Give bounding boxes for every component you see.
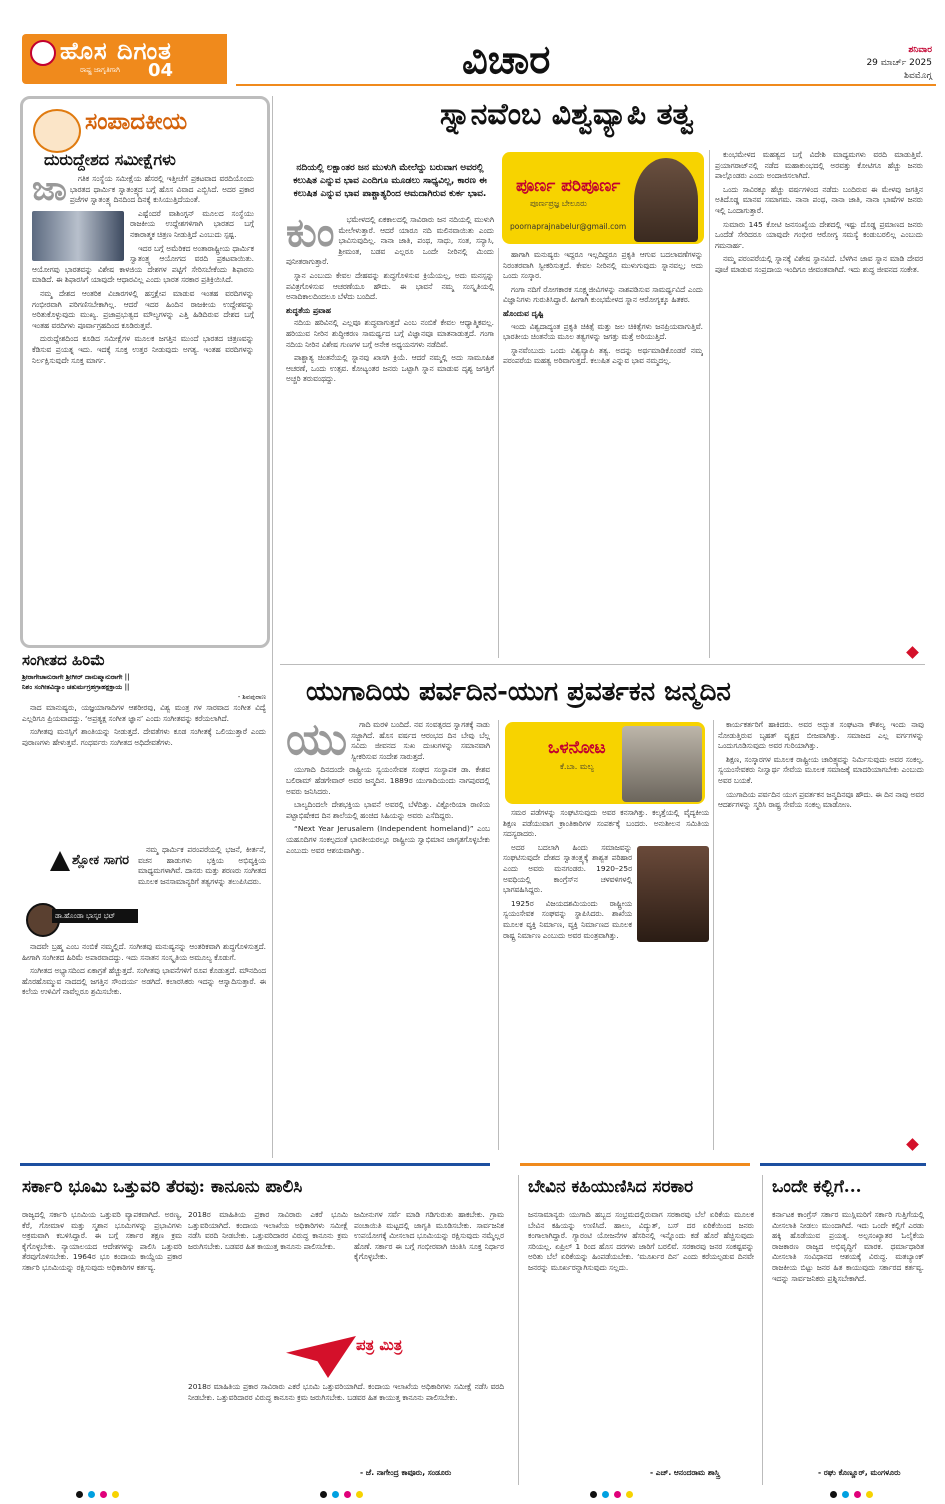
bottom1-headline: ಸರ್ಕಾರಿ ಭೂಮಿ ಒತ್ತುವರಿ ತೆರವು: ಕಾನೂನು ಪಾಲಿಸಿ bbox=[22, 1177, 303, 1197]
editorial-para: ನಮ್ಮ ದೇಶದ ಆಂತರಿಕ ವಿಚಾರಗಳಲ್ಲಿ ಹಸ್ತಕ್ಷೇಪ ಮಾಡುವ ಇಂತಹ ವರದಿಗಳನ್ನು ಗಂಭೀರವಾಗಿ ಪರಿಗಣಿಸಬೇಕಾಗಿಲ್ಲ. ಆದರೆ ಇದರ ಹಿಂದಿನ ರಾಜಕೀಯ ಉದ್ದೇಶವನ್ನು ಅರಿತುಕೊಳ್ಳುವುದು ಮುಖ್ಯ. ಪ್ರಜಾಪ್ರಭುತ್ವದ ಮೌಲ್ಯಗಳನ್ನು ಎತ್ತಿ ಹಿಡಿದಿರುವ ದೇಶದ ಬಗ್ಗೆ ಇಂತಹ ವರದಿಗಳು ಪೂರ್ವಾಗ್ರಹದಿಂದ ಕೂಡಿರುತ್ತವೆ. bbox=[32, 288, 254, 330]
dot bbox=[320, 1491, 327, 1498]
dot bbox=[602, 1491, 609, 1498]
dot bbox=[112, 1491, 119, 1498]
sangeeta-quote bbox=[22, 672, 266, 702]
sangeeta-para: ಸಂಗೀತದ ಅಭ್ಯಾಸದಿಂದ ಏಕಾಗ್ರತೆ ಹೆಚ್ಚುತ್ತದೆ. ಸಂಗೀತವು ಭಾವನೆಗಳಿಗೆ ರೂಪ ಕೊಡುತ್ತದೆ. ಮೌನದಿಂದ ಹೊರಹೊಮ್ಮುವ ನಾದದಲ್ಲಿ ಜಗತ್ತಿನ ಸೌಂದರ್ಯ ಅಡಗಿದೆ. ಕಲಾರಸಿಕರು ಇದನ್ನು ಆಸ್ವಾದಿಸುತ್ತಾರೆ. ಈ ಕಲೆಯ ಉಳಿವಿಗೆ ನಾವೆಲ್ಲರೂ ಶ್ರಮಿಸಬೇಕು. bbox=[22, 966, 266, 997]
bottom1-signature: - ಜೆ. ನಾಗೇಂದ್ರ ಕಾವೂರು, ಸಂಡೂರು bbox=[360, 1468, 452, 1477]
editorial-para: ಎಷ್ಟೆಂದರೆ ವಾಶಿಂಗ್ಟನ್ ಮೂಲದ ಸಂಸ್ಥೆಯು ರಾಜಕೀಯ ಉದ್ದೇಶಗಳಿಗಾಗಿ ಭಾರತದ ಬಗ್ಗೆ ನಕಾರಾತ್ಮಕ ಚಿತ್ರಣ ನೀಡುತ್ತಿದೆ ಎಂಬುದು ಸ್ಪಷ್ಟ. bbox=[130, 208, 254, 239]
article1-para: ಗಂಗಾ ನದಿಗೆ ರೋಗಕಾರಕ ಸೂಕ್ಷ್ಮಜೀವಿಗಳನ್ನು ನಾಶಪಡಿಸುವ ಸಾಮರ್ಥ್ಯವಿದೆ ಎಂದು ವಿಜ್ಞಾನಿಗಳು ಗುರುತಿಸಿದ್ದಾರೆ. ಹೀಗಾಗಿ ಕುಂಭಮೇಳದ ಸ್ನಾನ ಆರೋಗ್ಯಕ್ಕೂ ಹಿತಕರ. bbox=[503, 284, 703, 305]
bottom3-signature: - ರಘು ಕೊಣ್ಣೂರ್, ಮಂಗಳೂರು bbox=[818, 1468, 901, 1477]
bottom1-col3: ಜಮೀನುಗಳ ಸರ್ವೆ ಮಾಡಿ ಗಡಿಗುರುತು ಹಾಕಬೇಕು. ಗ್ರಾಮ ಪಂಚಾಯಿತಿ ಮಟ್ಟದಲ್ಲಿ ಜಾಗೃತಿ ಮೂಡಿಸಬೇಕು. ಸಾರ್ವಜನಿಕ ಉಪಯೋಗಕ್ಕೆ ಮೀಸಲಾದ ಭೂಮಿಯನ್ನು ರಕ್ಷಿಸುವುದು ನಮ್ಮೆಲ್ಲರ ಹೊಣೆ. ಸರ್ಕಾರ ಈ ಬಗ್ಗೆ ಗಂಭೀರವಾಗಿ ಚಿಂತಿಸಿ ಸೂಕ್ತ ನಿರ್ಧಾರ ಕೈಗೊಳ್ಳಬೇಕು. bbox=[354, 1210, 504, 1262]
paper-tagline: ರಾಷ್ಟ್ರ ಜಾಗೃತಿಗಾಗಿ bbox=[80, 66, 120, 74]
column-divider bbox=[762, 1175, 763, 1485]
article2-para: ಅದರ ಬದಲಾಗಿ ಹಿಂದು ಸಮಾಜವನ್ನು ಸಂಘಟಿಸುವುದೇ ದೇಶದ ಸ್ವಾತಂತ್ರ್ಯಕ್ಕೆ ಶಾಶ್ವತ ಪರಿಹಾರ ಎಂದು ಅವರು ಮನಗಂಡರು. 1920–25ರ ಅವಧಿಯಲ್ಲಿ ಕಾಂಗ್ರೆಸ್‌ನ ಚಳವಳಿಗಳಲ್ಲಿ ಭಾಗವಹಿಸಿದ್ದರು. bbox=[503, 842, 632, 895]
edition: ಶಿವಮೊಗ್ಗ bbox=[904, 71, 932, 81]
article1-col2 bbox=[503, 250, 703, 655]
bottom-rule-orange bbox=[520, 1163, 750, 1166]
sangeeta-para: ನಮ್ಮ ಧಾರ್ಮಿಕ ಪರಂಪರೆಯಲ್ಲಿ ಭಜನೆ, ಕೀರ್ತನೆ, ವಚನ ಹಾಡುಗಳು ಭಕ್ತಿಯ ಅಭಿವ್ಯಕ್ತಿಯ ಮಾಧ್ಯಮಗಳಾಗಿವೆ. ದಾಸರು ಮತ್ತು ಶರಣರು ಸಂಗೀತದ ಮೂಲಕ ಜನಸಾಮಾನ್ಯರಿಗೆ ತತ್ವಗಳನ್ನು ತಲುಪಿಸಿದರು. bbox=[138, 845, 266, 886]
article2-headline: ಯುಗಾದಿಯ ಪರ್ವದಿನ-ಯುಗ ಪ್ರವರ್ತಕನ ಜನ್ಮದಿನ bbox=[306, 677, 731, 707]
article1-para: ಭಮೇಳದಲ್ಲಿ ಏಕಕಾಲದಲ್ಲಿ ಸಾವಿರಾರು ಜನ ನದಿಯಲ್ಲಿ ಮುಳುಗಿ ಮೇಲೇಳುತ್ತಾರೆ. ಆದರೆ ಯಾರೂ ನದಿ ಮಲಿನವಾಯಿತು ಎಂದು ಭಾವಿಸುವುದಿಲ್ಲ. ನಾನಾ ಜಾತಿ, ಪಂಥ, ಸಾಧು, ಸಂತ, ಸನ್ಯಾಸಿ, ಶ್ರೀಮಂತ, ಬಡವ ಎಲ್ಲರೂ ಒಂದೇ ನೀರಿನಲ್ಲಿ ಮಿಂದು ಪುನೀತರಾಗುತ್ತಾರೆ. bbox=[286, 215, 494, 267]
lamp-icon bbox=[50, 851, 70, 871]
bottom1-col2b bbox=[188, 1382, 504, 1462]
paper-logo-icon bbox=[30, 40, 56, 66]
bottom3-text: ಕರ್ನಾಟಕ ಕಾಂಗ್ರೆಸ್ ಸರ್ಕಾರ ಮುಸ್ಲಿಮರಿಗೆ ಸರ್ಕಾರಿ ಗುತ್ತಿಗೆಯಲ್ಲಿ ಮೀಸಲಾತಿ ನೀಡಲು ಮುಂದಾಗಿದೆ. ಇದು ಒಂದೇ ಕಲ್ಲಿಗೆ ಎರಡು ಹಕ್ಕಿ ಹೊಡೆಯುವ ಪ್ರಯತ್ನ. ಅಲ್ಪಸಂಖ್ಯಾತರ ಓಲೈಕೆಯ ರಾಜಕಾರಣ ರಾಜ್ಯದ ಅಭಿವೃದ್ಧಿಗೆ ಮಾರಕ. ಧರ್ಮಾಧಾರಿತ ಮೀಸಲಾತಿ ಸಂವಿಧಾನದ ಆಶಯಕ್ಕೆ ವಿರುದ್ಧ. ಮತಬ್ಯಾಂಕ್ ರಾಜಕೀಯ ಬಿಟ್ಟು ಜನರ ಹಿತ ಕಾಯುವುದು ಸರ್ಕಾರದ ಕರ್ತವ್ಯ. ಇದನ್ನು ಸಾರ್ವಜನಿಕರು ಪ್ರಶ್ನಿಸಬೇಕಾಗಿದೆ. bbox=[772, 1210, 924, 1283]
article2-para: ಯುಗಾದಿಯ ಪರ್ವದಿನ ಯುಗ ಪ್ರವರ್ತಕನ ಜನ್ಮದಿನವೂ ಹೌದು. ಈ ದಿನ ನಾವು ಅವರ ಆದರ್ಶಗಳನ್ನು ಸ್ಮರಿಸಿ ರಾಷ್ಟ್ರ ಸೇವೆಯ ಸಂಕಲ್ಪ ಮಾಡೋಣ. bbox=[718, 789, 924, 810]
article2-col1 bbox=[286, 720, 490, 1150]
dot bbox=[842, 1491, 849, 1498]
article1-para: ಹಾಗಾಗಿ ಮನುಷ್ಯರು ಇದ್ದರೂ ಇಲ್ಲದಿದ್ದರೂ ಪ್ರಕೃತಿ ಆಗುವ ಬದಲಾವಣೆಗಳನ್ನು ನಿರಂತರವಾಗಿ ಸ್ವೀಕರಿಸುತ್ತದೆ. ಕೇವಲ ನೀರಿನಲ್ಲಿ ಮುಳುಗುವುದು ಸ್ನಾನವಲ್ಲ; ಅದು ಒಂದು ಸಂಸ್ಕಾರ. bbox=[503, 250, 703, 281]
bottom1-col2: 2018ರ ಮಾಹಿತಿಯ ಪ್ರಕಾರ ಸಾವಿರಾರು ಎಕರೆ ಭೂಮಿ ಒತ್ತುವರಿಯಾಗಿದೆ. ಕಂದಾಯ ಇಲಾಖೆಯ ಅಧಿಕಾರಿಗಳು ಸಮೀಕ್ಷೆ ನಡೆಸಿ ವರದಿ ನೀಡಬೇಕು. ಒತ್ತುವರಿದಾರರ ವಿರುದ್ಧ ಕಾನೂನು ಕ್ರಮ ಜರುಗಿಸಬೇಕು. ಬಡವರ ಹಿತ ಕಾಯುತ್ತ ಕಾನೂನು ಪಾಲಿಸಬೇಕು. bbox=[188, 1210, 348, 1251]
dot bbox=[100, 1491, 107, 1498]
article1-para: ಸ್ನಾನವೆಂಬುದು ಒಂದು ವಿಶ್ವವ್ಯಾಪಿ ತತ್ವ. ಅದನ್ನು ಅರ್ಥಮಾಡಿಕೊಂಡರೆ ನಮ್ಮ ಪರಂಪರೆಯ ಮಹತ್ವ ಅರಿವಾಗುತ್ತದೆ. ಕಲುಷಿತ ಎನ್ನುವ ಭಾವ ನಮ್ಮದಲ್ಲ. bbox=[503, 345, 703, 366]
article1-col3 bbox=[715, 150, 923, 655]
shloka-badge bbox=[22, 845, 134, 937]
sangeeta-body-2 bbox=[138, 845, 266, 940]
bottom1-text: 2018ರ ಮಾಹಿತಿಯ ಪ್ರಕಾರ ಸಾವಿರಾರು ಎಕರೆ ಭೂಮಿ ಒತ್ತುವರಿಯಾಗಿದೆ. ಕಂದಾಯ ಇಲಾಖೆಯ ಅಧಿಕಾರಿಗಳು ಸಮೀಕ್ಷೆ ನಡೆಸಿ ವರದಿ ನೀಡಬೇಕು. ಒತ್ತುವರಿದಾರರ ವಿರುದ್ಧ ಕಾನೂನು ಕ್ರಮ ಜರುಗಿಸಬೇಕು. ಬಡವರ ಹಿತ ಕಾಯುತ್ತ ಕಾನೂನು ಪಾಲಿಸಬೇಕು. bbox=[188, 1382, 504, 1402]
bottom1-col1: ರಾಜ್ಯದಲ್ಲಿ ಸರ್ಕಾರಿ ಭೂಮಿಯ ಒತ್ತುವರಿ ವ್ಯಾಪಕವಾಗಿದೆ. ಅರಣ್ಯ, ಕೆರೆ, ಗೋಮಾಳ ಮತ್ತು ಸ್ಮಶಾನ ಭೂಮಿಗಳನ್ನು ಪ್ರಭಾವಿಗಳು ಅಕ್ರಮವಾಗಿ ಕಬಳಿಸಿದ್ದಾರೆ. ಈ ಬಗ್ಗೆ ಸರ್ಕಾರ ತಕ್ಷಣ ಕ್ರಮ ಕೈಗೊಳ್ಳಬೇಕು. ನ್ಯಾಯಾಲಯದ ಆದೇಶಗಳನ್ನು ಪಾಲಿಸಿ ಒತ್ತುವರಿ ತೆರವುಗೊಳಿಸಬೇಕು. 1964ರ ಭೂ ಕಂದಾಯ ಕಾಯ್ದೆಯ ಪ್ರಕಾರ ಸರ್ಕಾರಿ ಭೂಮಿಯನ್ನು ರಕ್ಷಿಸುವುದು ಅಧಿಕಾರಿಗಳ ಕರ್ತವ್ಯ. bbox=[22, 1210, 182, 1272]
article1-para: ಪಾಶ್ಚಾತ್ಯ ಚಿಂತನೆಯಲ್ಲಿ ಸ್ನಾನವು ಖಾಸಗಿ ಕ್ರಿಯೆ. ಆದರೆ ನಮ್ಮಲ್ಲಿ ಅದು ಸಾಮೂಹಿಕ ಆಚರಣೆ, ಒಂದು ಉತ್ಸವ. ಕೋಟ್ಯಂತರ ಜನರು ಒಟ್ಟಾಗಿ ಸ್ನಾನ ಮಾಡುವ ದೃಶ್ಯ ಜಗತ್ತಿಗೆ ಅಚ್ಚರಿ ತರುವಂಥದ್ದು. bbox=[286, 353, 494, 384]
editorial-para: ಗತಿಕ ಸಂಸ್ಥೆಯ ಸಮೀಕ್ಷೆಯ ಹೆಸರಲ್ಲಿ ಇತ್ತೀಚೆಗೆ ಪ್ರಕಟವಾದ ವರದಿಯೊಂದು ಭಾರತದ ಧಾರ್ಮಿಕ ಸ್ವಾತಂತ್ರ್ಯದ ಬಗ್ಗೆ ಹೊಸ ವಿವಾದ ಎಬ್ಬಿಸಿದೆ. ಅದರ ಪ್ರಕಾರ ಪ್ರಜೆಗಳ ಸ್ವಾತಂತ್ರ್ಯ ದಿನದಿಂದ ದಿನಕ್ಕೆ ಕುಸಿಯುತ್ತಿದೆಯಂತೆ. bbox=[69, 174, 254, 205]
article1-author-photo bbox=[634, 158, 698, 242]
paper-plane-icon bbox=[286, 1336, 356, 1378]
date: 29 ಮಾರ್ಚ್ 2025 bbox=[866, 58, 932, 68]
article1-para: ಸುಮಾರು 145 ಕೋಟಿ ಜನಸಂಖ್ಯೆಯ ದೇಶದಲ್ಲಿ ಇಷ್ಟು ದೊಡ್ಡ ಪ್ರಮಾಣದ ಜನರು ಒಂದೆಡೆ ಸೇರಿದರೂ ಯಾವುದೇ ಗಂಭೀರ ಆರೋಗ್ಯ ಸಮಸ್ಯೆ ಕಂಡುಬರಲಿಲ್ಲ ಎಂಬುದು ಗಮನಾರ್ಹ. bbox=[715, 219, 923, 250]
editorial-body bbox=[32, 174, 254, 636]
section-title: ವಿಚಾರ bbox=[462, 36, 551, 83]
article1-email: poornaprajnabelur@gmail.com bbox=[510, 222, 627, 231]
dot bbox=[830, 1491, 837, 1498]
article2-column-name: ಒಳನೋಟ bbox=[548, 738, 606, 758]
registration-dots bbox=[830, 1491, 873, 1499]
bottom-rule-blue bbox=[20, 1163, 490, 1166]
article1-headline: ಸ್ನಾನವೆಂಬ ವಿಶ್ವವ್ಯಾಪಿ ತತ್ವ bbox=[440, 97, 694, 132]
article1-para: ನಮ್ಮ ಪರಂಪರೆಯಲ್ಲಿ ಸ್ನಾನಕ್ಕೆ ವಿಶೇಷ ಸ್ಥಾನವಿದೆ. ಬೆಳಗಿನ ಜಾವ ಸ್ನಾನ ಮಾಡಿ ದೇವರ ಪೂಜೆ ಮಾಡುವ ಸಂಪ್ರದಾಯ ಇಂದಿಗೂ ಜೀವಂತವಾಗಿದೆ. ಇದು ಶುದ್ಧ ಜೀವನದ ಸಂಕೇತ. bbox=[715, 254, 923, 274]
article1-subhead: ಹೊಂದುವ ದೃಷ್ಟಿ bbox=[503, 308, 544, 318]
column-divider bbox=[272, 96, 273, 1158]
dot bbox=[76, 1491, 83, 1498]
article2-author: ಕೆ.ಬಾ. ಮಲ್ಯ bbox=[560, 762, 594, 771]
quote-attribution: - ಶಿವಪುರಾಣ bbox=[237, 693, 266, 701]
bottom3-headline: ಒಂದೇ ಕಲ್ಲಿಗೆ... bbox=[772, 1177, 862, 1197]
dot bbox=[866, 1491, 873, 1498]
article2-para: ಶಿಕ್ಷಣ, ಸಂಸ್ಕಾರಗಳ ಮೂಲಕ ರಾಷ್ಟ್ರೀಯ ಚಾರಿತ್ರ್ಯವನ್ನು ನಿರ್ಮಿಸುವುದು ಅವರ ಸಂಕಲ್ಪ. ಸ್ವಯಂಸೇವಕರು ನಿಃಸ್ವಾರ್ಥ ಸೇವೆಯ ಮೂಲಕ ಸಮಾಜಕ್ಕೆ ಮಾದರಿಯಾಗಬೇಕು ಎಂಬುದು ಅವರ ಬಯಕೆ. bbox=[718, 754, 924, 785]
article2-para: ಯುಗಾದಿ ದಿನದಂದೇ ರಾಷ್ಟ್ರೀಯ ಸ್ವಯಂಸೇವಕ ಸಂಘದ ಸಂಸ್ಥಾಪಕ ಡಾ. ಕೇಶವ ಬಲಿರಾಮ್ ಹೆಡಗೇವಾರ್ ಅವರ ಜನ್ಮದಿನ. 1889ರ ಯುಗಾದಿಯಂದು ನಾಗಪುರದಲ್ಲಿ ಅವರು ಜನಿಸಿದರು. bbox=[286, 765, 490, 796]
editorial-para: ಇದರ ಬಗ್ಗೆ ಅಮೆರಿಕದ ಅಂತಾರಾಷ್ಟ್ರೀಯ ಧಾರ್ಮಿಕ ಸ್ವಾತಂತ್ರ್ಯ ಆಯೋಗದ ವರದಿ ಪ್ರಕಟವಾಯಿತು. ಆಯೋಗವು ಭಾರತವನ್ನು ವಿಶೇಷ ಕಾಳಜಿಯ ದೇಶಗಳ ಪಟ್ಟಿಗೆ ಸೇರಿಸಬೇಕೆಂದು ಶಿಫಾರಸು ಮಾಡಿದೆ. ಈ ಶಿಫಾರಸಿಗೆ ಯಾವುದೇ ಆಧಾರವಿಲ್ಲ ಎಂದು ಭಾರತ ಸರಕಾರ ಪ್ರತಿಕ್ರಿಯಿಸಿದೆ. bbox=[32, 243, 254, 285]
column-divider bbox=[713, 720, 714, 1150]
bottom2-headline: ಬೇವಿನ ಕಹಿಯುಣಿಸಿದ ಸರಕಾರ bbox=[528, 1177, 694, 1197]
bottom2-signature: - ಎಚ್. ಆನಂದರಾಮ ಶಾಸ್ತ್ರಿ bbox=[650, 1468, 720, 1477]
page-number: 04 bbox=[148, 60, 174, 81]
article2-para: ಬಾಲ್ಯದಿಂದಲೇ ದೇಶಭಕ್ತಿಯ ಭಾವನೆ ಅವರಲ್ಲಿ ಬೆಳೆದಿತ್ತು. ವಿಕ್ಟೋರಿಯಾ ರಾಣಿಯ ಪಟ್ಟಾಭಿಷೇಕದ ದಿನ ಶಾಲೆಯಲ್ಲಿ ಹಂಚಿದ ಸಿಹಿಯನ್ನು ಅವರು ಎಸೆದಿದ್ದರು. bbox=[286, 800, 490, 820]
sangeeta-para: ನಾದವೇ ಬ್ರಹ್ಮ ಎಂಬ ನಂಬಿಕೆ ನಮ್ಮಲ್ಲಿದೆ. ಸಂಗೀತವು ಮನುಷ್ಯನನ್ನು ಆಂತರಿಕವಾಗಿ ಶುದ್ಧಗೊಳಿಸುತ್ತದೆ. ಹೀಗಾಗಿ ಸಂಗೀತದ ಹಿರಿಮೆ ಅಪಾರವಾದದ್ದು. ಇದು ಸನಾತನ ಸಂಸ್ಕೃತಿಯ ಅಮೂಲ್ಯ ಕೊಡುಗೆ. bbox=[22, 942, 266, 962]
sangeeta-title: ಸಂಗೀತದ ಹಿರಿಮೆ bbox=[22, 651, 106, 669]
article1-para: ಕುಂಭಮೇಳದ ಮಹತ್ವದ ಬಗ್ಗೆ ವಿದೇಶಿ ಮಾಧ್ಯಮಗಳು ವರದಿ ಮಾಡುತ್ತಿವೆ. ಪ್ರಯಾಗರಾಜ್‌ನಲ್ಲಿ ನಡೆದ ಮಹಾಕುಂಭದಲ್ಲಿ ಅರವತ್ತು ಕೋಟಿಗೂ ಹೆಚ್ಚು ಜನರು ಪಾಲ್ಗೊಂಡರು ಎಂದು ಅಂದಾಜಿಸಲಾಗಿದೆ. bbox=[715, 150, 923, 181]
article2-para: ಗಾದಿ ಮರಳಿ ಬಂದಿದೆ. ನವ ಸಂವತ್ಸರದ ಸ್ವಾಗತಕ್ಕೆ ನಾಡು ಸಜ್ಜಾಗಿದೆ. ಹೊಸ ವರ್ಷದ ಆರಂಭದ ದಿನ ಬೇವು ಬೆಲ್ಲ ಸವಿದು ಜೀವನದ ಸುಖ ದುಃಖಗಳನ್ನು ಸಮಾನವಾಗಿ ಸ್ವೀಕರಿಸುವ ಸಂದೇಶ ಸಾರುತ್ತದೆ. bbox=[351, 720, 490, 761]
dot bbox=[614, 1491, 621, 1498]
article2-author-photo bbox=[622, 726, 702, 802]
article1-dropcap: ಕುಂ bbox=[286, 215, 335, 256]
sangeeta-body-3 bbox=[22, 942, 266, 1158]
registration-dots bbox=[76, 1491, 119, 1499]
registration-dots bbox=[590, 1491, 633, 1499]
column-divider bbox=[709, 150, 710, 658]
editorial-dropcap: ಜಾ bbox=[32, 174, 67, 209]
article1-para: ಸ್ನಾನ ಎಂಬುದು ಕೇವಲ ದೇಹವನ್ನು ಶುದ್ಧಗೊಳಿಸುವ ಕ್ರಿಯೆಯಲ್ಲ, ಅದು ಮನಸ್ಸನ್ನು ಪವಿತ್ರಗೊಳಿಸುವ ಆಚರಣೆಯೂ ಹೌದು. ಈ ಭಾವನೆ ನಮ್ಮ ಸಂಸ್ಕೃತಿಯಲ್ಲಿ ಅನಾದಿಕಾಲದಿಂದಲೂ ಬೆಳೆದು ಬಂದಿದೆ. bbox=[286, 270, 494, 302]
article1-subhead: ಶುದ್ಧತೆಯ ಪ್ರವಾಹ bbox=[286, 305, 331, 315]
article1-para: ಒಂದು ಸಾವಿರಕ್ಕೂ ಹೆಚ್ಚು ವರ್ಷಗಳಿಂದ ನಡೆದು ಬಂದಿರುವ ಈ ಮೇಳವು ಜಗತ್ತಿನ ಅತಿದೊಡ್ಡ ಮಾನವ ಸಮಾಗಮ. ನಾನಾ ಪಂಥ, ನಾನಾ ಜಾತಿ, ನಾನಾ ಭಾಷೆಗಳ ಜನರು ಇಲ್ಲಿ ಒಂದಾಗುತ್ತಾರೆ. bbox=[715, 184, 923, 215]
section-divider bbox=[280, 664, 925, 665]
bottom2-text: ಜನಸಾಮಾನ್ಯರು ಯುಗಾದಿ ಹಬ್ಬದ ಸಂಭ್ರಮದಲ್ಲಿರುವಾಗ ಸರಕಾರವು ಬೆಲೆ ಏರಿಕೆಯ ಮೂಲಕ ಬೇವಿನ ಕಹಿಯನ್ನು ಉಣಿಸಿದೆ. ಹಾಲು, ವಿದ್ಯುತ್, ಬಸ್ ದರ ಏರಿಕೆಯಿಂದ ಜನರು ಕಂಗಾಲಾಗಿದ್ದಾರೆ. ಗ್ಯಾರಂಟಿ ಯೋಜನೆಗಳ ಹೆಸರಿನಲ್ಲಿ ಇನ್ನೊಂದು ಕಡೆ ಹೊರೆ ಹೆಚ್ಚಿಸುವುದು ಸರಿಯಲ್ಲ. ಏಪ್ರಿಲ್ 1 ರಿಂದ ಹೊಸ ದರಗಳು ಜಾರಿಗೆ ಬರಲಿವೆ. ಸರಕಾರವು ಜನರ ಸಂಕಷ್ಟವನ್ನು ಅರಿತು ಬೆಲೆ ಏರಿಕೆಯನ್ನು ಹಿಂಪಡೆಯಬೇಕು. ‘ಮೂರ್ಖರ ದಿನ’ ಎಂದು ಕರೆಯಲ್ಪಡುವ ದಿನವೇ ಜನರನ್ನು ಮೂರ್ಖರನ್ನಾಗಿಸುವುದು ಸಲ್ಲದು. bbox=[528, 1210, 754, 1272]
sangeeta-para: ನಾದ ಮಾನುಷ್ಯರು, ಯಜ್ಞಯಾಗಾದಿಗಳ ಆಶರೀರವು, ವಿಶ್ವ ಮಂತ್ರ ಗಳ ಸಾರವಾದ ಸಂಗೀತ ವಿದ್ಯೆ ಎಲ್ಲರಿಗೂ ಪ್ರಿಯವಾದದ್ದು. ‘ಅಪ್ರತ್ಯಕ್ಷ ಸಂಗೀತ ಜ್ಞಾನ’ ಎಂದು ಸಂಗೀತವನ್ನು ಕರೆಯಲಾಗಿದೆ. bbox=[22, 703, 266, 723]
column-divider bbox=[498, 720, 499, 1150]
quote-line: ಶ್ರೀರಾಗೇಚಾನುರಾಗೇ ಶ್ರೀಗೀರ್ ದಾನುಷ್ಮಾನುರಾಗೇ || bbox=[22, 673, 130, 681]
article1-standfirst: ನದಿಯಲ್ಲಿ ಲಕ್ಷಾಂತರ ಜನ ಮುಳುಗಿ ಮೇಲೆದ್ದು ಬರುವಾಗ ಅವರಲ್ಲಿ ಕಲುಷಿತ ಎನ್ನುವ ಭಾವ ಎಂದಿಗೂ ಮೂಡಲು ಸಾಧ್ಯವಿಲ್ಲ, ಕಾರಣ ಈ ಕಲುಷಿತ ಎನ್ನುವ ಭಾವ ಪಾಶ್ಚಾತ್ಯರಿಂದ ಆಮದಾಗಿರುವ ಕುರ್ಕ ಭಾವ. bbox=[293, 163, 487, 199]
dot bbox=[854, 1491, 861, 1498]
badge-title: ಶ್ಲೋಕ ಸಾಗರ bbox=[72, 853, 130, 868]
dot bbox=[590, 1491, 597, 1498]
patra-mitra-badge: ಪತ್ರ ಮಿತ್ರ bbox=[356, 1336, 403, 1354]
dot bbox=[626, 1491, 633, 1498]
bottom-rule-blue-2 bbox=[760, 1163, 926, 1166]
day: ಶನಿವಾರ bbox=[908, 45, 932, 55]
dot bbox=[88, 1491, 95, 1498]
masthead-date bbox=[812, 44, 932, 83]
article2-col3 bbox=[718, 720, 924, 1145]
article2-dropcap: ಯು bbox=[286, 720, 348, 765]
article2-para: “Next Year Jerusalem (Independent homeland)” ಎಂಬ ಯಹೂದಿಗಳ ಸಂಕಲ್ಪದಂತೆ ಭಾರತೀಯರಲ್ಲೂ ರಾಷ್ಟ್ರೀಯ ಸ್ವಾಭಿಮಾನ ಜಾಗೃತಗೊಳ್ಳಬೇಕು ಎಂಬುದು ಅವರ ಆಶಯವಾಗಿತ್ತು. bbox=[286, 824, 490, 855]
article1-para: ನದಿಯ ಹರಿವಿನಲ್ಲಿ ಎಲ್ಲವೂ ಶುದ್ಧವಾಗುತ್ತದೆ ಎಂಬ ನಂಬಿಕೆ ಕೇವಲ ಆಧ್ಯಾತ್ಮಿಕವಲ್ಲ. ಹರಿಯುವ ನೀರಿನ ಶುದ್ಧೀಕರಣ ಸಾಮರ್ಥ್ಯದ ಬಗ್ಗೆ ವಿಜ್ಞಾನವೂ ಮಾತನಾಡುತ್ತದೆ. ಗಂಗಾ ನದಿಯ ನೀರಿನ ವಿಶೇಷ ಗುಣಗಳ ಬಗ್ಗೆ ಅನೇಕ ಅಧ್ಯಯನಗಳು ನಡೆದಿವೆ. bbox=[286, 318, 494, 349]
badge-author: ಡಾ.ಹೊಂಡಾ ಭಾಸ್ಕರ ಭಟ್ bbox=[52, 909, 138, 923]
article2-col2 bbox=[503, 808, 709, 1148]
article1-author: ಪೂರ್ಣಪ್ರಜ್ಞ ಬೇಲೂರು bbox=[530, 199, 587, 208]
sangeeta-para: ಸಂಗೀತವು ಮನಸ್ಸಿಗೆ ಶಾಂತಿಯನ್ನು ನೀಡುತ್ತದೆ. ದೇವತೆಗಳು ಕೂಡ ಸಂಗೀತಕ್ಕೆ ಒಲಿಯುತ್ತಾರೆ ಎಂದು ಪುರಾಣಗಳು ಹೇಳುತ್ತವೆ. ಗಂಧರ್ವರು ಸಂಗೀತದ ಅಧಿದೇವತೆಗಳು. bbox=[22, 727, 266, 747]
dot bbox=[356, 1491, 363, 1498]
dot bbox=[344, 1491, 351, 1498]
paper-name: ಹೊಸ ದಿಗಂತ bbox=[60, 36, 172, 65]
column-divider bbox=[498, 248, 499, 658]
article2-para: ಕಾರ್ಯಕರ್ತರಿಗೆ ಹಾಕಿದರು. ಅವರ ಅದ್ಭುತ ಸಂಘಟನಾ ಕೌಶಲ್ಯ ಇಂದು ನಾವು ನೋಡುತ್ತಿರುವ ಬೃಹತ್ ವೃಕ್ಷದ ಬೀಜವಾಗಿತ್ತು. ಸಮಾಜದ ಎಲ್ಲ ವರ್ಗಗಳನ್ನು ಒಂದುಗೂಡಿಸುವುದು ಅವರ ಗುರಿಯಾಗಿತ್ತು. bbox=[718, 720, 924, 751]
editorial-para: ದುರುದ್ದೇಶದಿಂದ ಕೂಡಿದ ಸಮೀಕ್ಷೆಗಳ ಮೂಲಕ ಜಗತ್ತಿನ ಮುಂದೆ ಭಾರತದ ಚಿತ್ರಣವನ್ನು ಕೆಡಿಸುವ ಪ್ರಯತ್ನ ಇದು. ಇದಕ್ಕೆ ಸೂಕ್ತ ಉತ್ತರ ನೀಡುವುದು ಅಗತ್ಯ. ಇಂತಹ ವರದಿಗಳನ್ನು ನಿರ್ಲಕ್ಷಿಸುವುದೇ ಸೂಕ್ತ ಮಾರ್ಗ. bbox=[32, 334, 254, 365]
article2-para: 1925ರ ವಿಜಯದಶಮಿಯಂದು ರಾಷ್ಟ್ರೀಯ ಸ್ವಯಂಸೇವಕ ಸಂಘವನ್ನು ಸ್ಥಾಪಿಸಿದರು. ಶಾಖೆಯ ಮೂಲಕ ವ್ಯಕ್ತಿ ನಿರ್ಮಾಣ, ವ್ಯಕ್ತಿ ನಿರ್ಮಾಣದ ಮೂಲಕ ರಾಷ್ಟ್ರ ನಿರ್ಮಾಣ ಎಂಬುದು ಅವರ ಮಂತ್ರವಾಗಿತ್ತು. bbox=[503, 898, 632, 940]
editorial-label: ಸಂಪಾದಕೀಯ bbox=[85, 108, 188, 135]
quote-line: ನಿಶಂ ಸಂಗೀತವಿದ್ಯಾಂ ಚತುರ್ಮಗ್ರಹಗ್ರಾಹಕ್ಷಕ್ತಾಯ || bbox=[22, 683, 130, 691]
column-divider bbox=[518, 1175, 519, 1485]
sangeeta-body bbox=[22, 703, 266, 843]
registration-dots bbox=[320, 1491, 363, 1499]
editorial-title: ದುರುದ್ದೇಶದ ಸಮೀಕ್ಷೆಗಳು bbox=[44, 150, 176, 169]
editorial-logo-icon bbox=[33, 109, 81, 153]
article1-para: ಇಂದು ವಿಶ್ವದಾದ್ಯಂತ ಪ್ರಕೃತಿ ಚಿಕಿತ್ಸೆ ಮತ್ತು ಜಲ ಚಿಕಿತ್ಸೆಗಳು ಜನಪ್ರಿಯವಾಗುತ್ತಿವೆ. ಭಾರತೀಯ ಚಿಂತನೆಯ ಮೂಲ ತತ್ವಗಳನ್ನು ಜಗತ್ತು ಮತ್ತೆ ಅರಿಯುತ್ತಿದೆ. bbox=[503, 321, 703, 342]
masthead-rule bbox=[236, 84, 936, 86]
hedgewar-photo bbox=[637, 846, 709, 942]
article1-column-name: ಪೂರ್ಣ ಪರಿಪೂರ್ಣ bbox=[516, 176, 621, 196]
dot bbox=[332, 1491, 339, 1498]
article1-col1 bbox=[286, 215, 494, 655]
editorial-photo bbox=[32, 211, 124, 261]
article2-para: ಸಮರ ಪಡೆಗಳನ್ನು ಸಂಘಟಿಸುವುದು ಅವರ ಕನಸಾಗಿತ್ತು. ಕಲ್ಕತ್ತೆಯಲ್ಲಿ ವೈದ್ಯಕೀಯ ಶಿಕ್ಷಣ ಪಡೆಯುವಾಗ ಕ್ರಾಂತಿಕಾರಿಗಳ ಸಂಪರ್ಕಕ್ಕೆ ಬಂದರು. ಅನುಶೀಲನ ಸಮಿತಿಯ ಸದಸ್ಯರಾದರು. bbox=[503, 808, 709, 839]
